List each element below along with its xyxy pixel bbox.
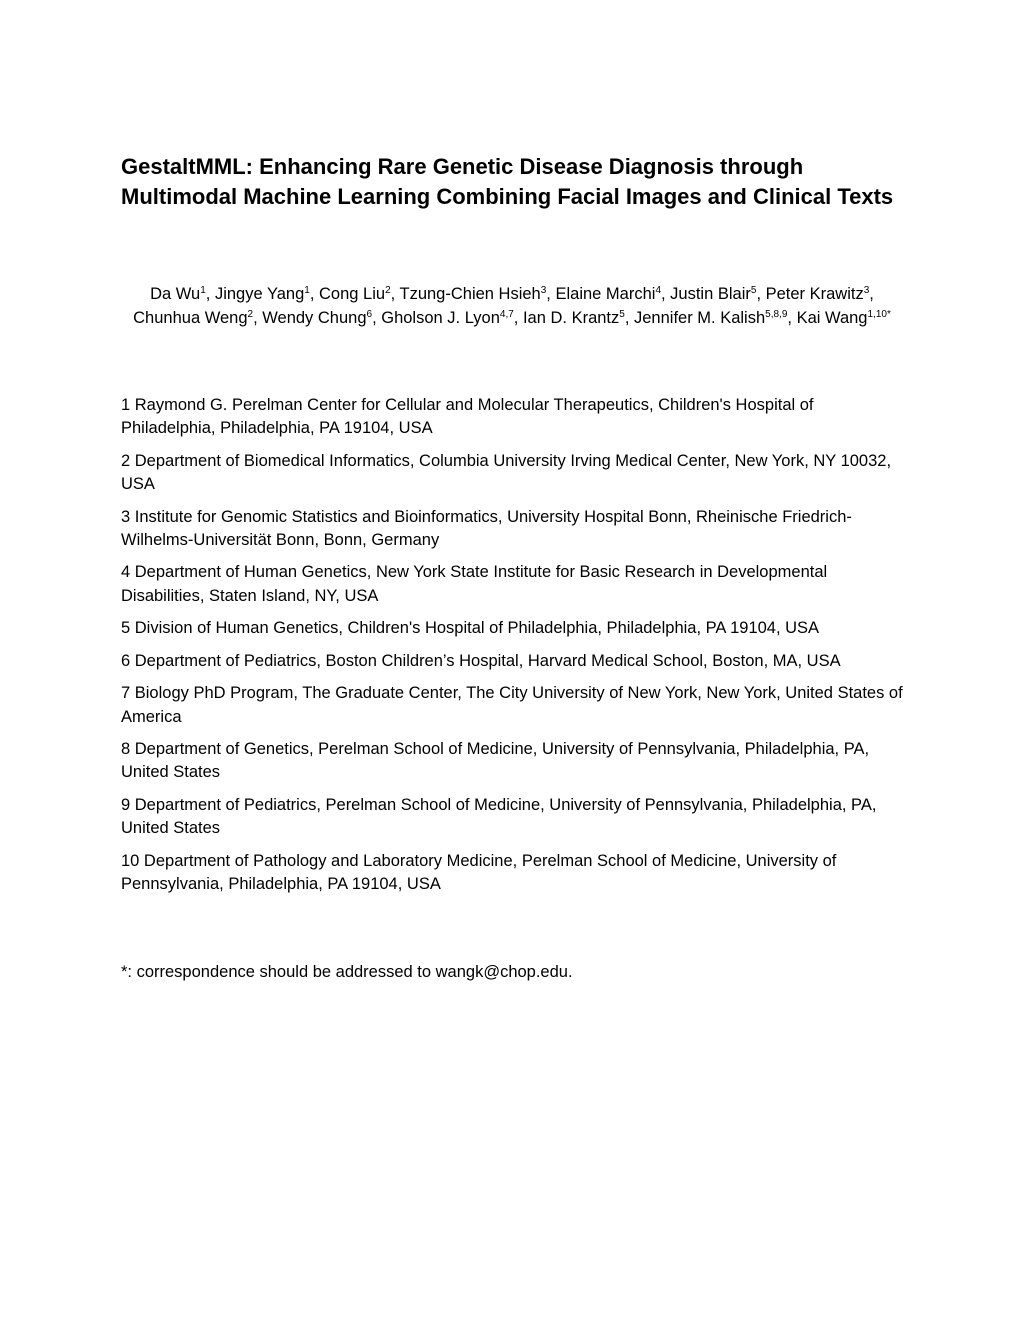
author-affiliation-marker: 5: [750, 285, 757, 296]
author-separator: ,: [205, 285, 215, 303]
affiliation-item: 8 Department of Genetics, Perelman School of Medicine, University of Pennsylvania, Philadelphia, PA, United States: [121, 740, 870, 782]
author: [797, 309, 891, 327]
author-separator: ,: [253, 308, 263, 327]
author-name: Tzung-Chien Hsieh: [399, 285, 541, 303]
affiliation-item: 2 Department of Biomedical Informatics, Columbia University Irving Medical Center, New York, NY 10032, USA: [121, 451, 892, 493]
author: [262, 309, 372, 327]
author-name: Peter Krawitz: [765, 285, 864, 303]
author-name: Jingye Yang: [214, 285, 305, 303]
author-name: Elaine Marchi: [555, 285, 656, 303]
author-name: Justin Blair: [670, 285, 751, 303]
author-separator: ,: [390, 285, 400, 303]
author-name: Gholson J. Lyon: [381, 308, 500, 327]
affiliation-item: 9 Department of Pediatrics, Perelman School of Medicine, University of Pennsylvania, Philadelphia, PA, United States: [121, 795, 877, 838]
correspondence-note: *: correspondence should be addressed to wangk@chop.edu.: [121, 963, 573, 981]
author: [670, 285, 756, 303]
author-separator: ,: [372, 308, 382, 327]
affiliation-item: 6 Department of Pediatrics, Boston Children’s Hospital, Harvard Medical School, Boston, MA, USA: [121, 651, 841, 670]
author: [215, 285, 310, 303]
author-list: [121, 283, 903, 330]
author-affiliation-marker: 1: [304, 285, 310, 296]
author-affiliation-marker: 4: [655, 285, 661, 296]
author: [150, 285, 206, 303]
author-affiliation-marker: 1: [200, 285, 206, 296]
paper-title: GestaltMML: Enhancing Rare Genetic Disease Diagnosis through Multimodal Machine Learning Combining Facial Images and Clinical Texts: [121, 154, 894, 209]
author: [766, 285, 870, 303]
author: [381, 309, 514, 327]
author: [133, 309, 253, 327]
author-affiliation-marker: 5: [619, 308, 625, 320]
author-affiliation-marker: 1,10*: [867, 308, 891, 320]
author: [555, 285, 661, 303]
affiliation-item: 5 Division of Human Genetics, Children's Hospital of Philadelphia, Philadelphia, PA 19104, USA: [121, 619, 820, 638]
affiliation-item: 4 Department of Human Genetics, New York State Institute for Basic Research in Developmental Disabilities, Staten Island, NY, USA: [121, 563, 828, 605]
author-separator: ,: [756, 285, 766, 303]
author-affiliation-marker: 4,7: [499, 308, 514, 320]
author-separator: ,: [661, 285, 671, 303]
author: [319, 285, 391, 303]
author-name: Ian D. Krantz: [522, 308, 620, 327]
affiliation-item: 7 Biology PhD Program, The Graduate Center, The City University of New York, New York, United States of America: [121, 684, 903, 726]
author-affiliation-marker: 2: [247, 308, 254, 320]
author-separator: ,: [869, 285, 874, 303]
author-name: Wendy Chung: [262, 308, 367, 327]
author-affiliation-marker: 5,8,9: [765, 308, 788, 320]
author-affiliation-marker: 3: [540, 285, 547, 296]
author-separator: ,: [546, 285, 556, 303]
author: [400, 285, 547, 303]
author-affiliation-marker: 2: [385, 285, 391, 296]
author-separator: ,: [787, 308, 797, 327]
author-name: Jennifer M. Kalish: [634, 308, 766, 327]
affiliation-item: 10 Department of Pathology and Laboratory Medicine, Perelman School of Medicine, University of Pennsylvania, Philadelphia, PA 19104, USA: [121, 851, 837, 893]
affiliation-item: 3 Institute for Genomic Statistics and Bioinformatics, University Hospital Bonn, Rheinische Friedrich-Wilhelms-Universität Bonn, Bonn, Germany: [121, 507, 852, 549]
author-name: Cong Liu: [319, 285, 386, 303]
author-affiliation-marker: 3: [863, 285, 870, 296]
author-separator: ,: [513, 308, 523, 327]
author-name: Da Wu: [150, 285, 201, 303]
author-name: Kai Wang: [796, 308, 868, 327]
author: [634, 309, 787, 327]
author-name: Chunhua Weng: [133, 308, 248, 327]
affiliation-list: [121, 394, 911, 906]
affiliation-item: 1 Raymond G. Perelman Center for Cellular and Molecular Therapeutics, Children's Hospital of Philadelphia, Philadelphia, PA 19104, USA: [121, 396, 814, 438]
author-affiliation-marker: 6: [366, 308, 373, 320]
author-separator: ,: [309, 285, 319, 303]
author: [523, 309, 625, 327]
author-separator: ,: [624, 308, 634, 327]
